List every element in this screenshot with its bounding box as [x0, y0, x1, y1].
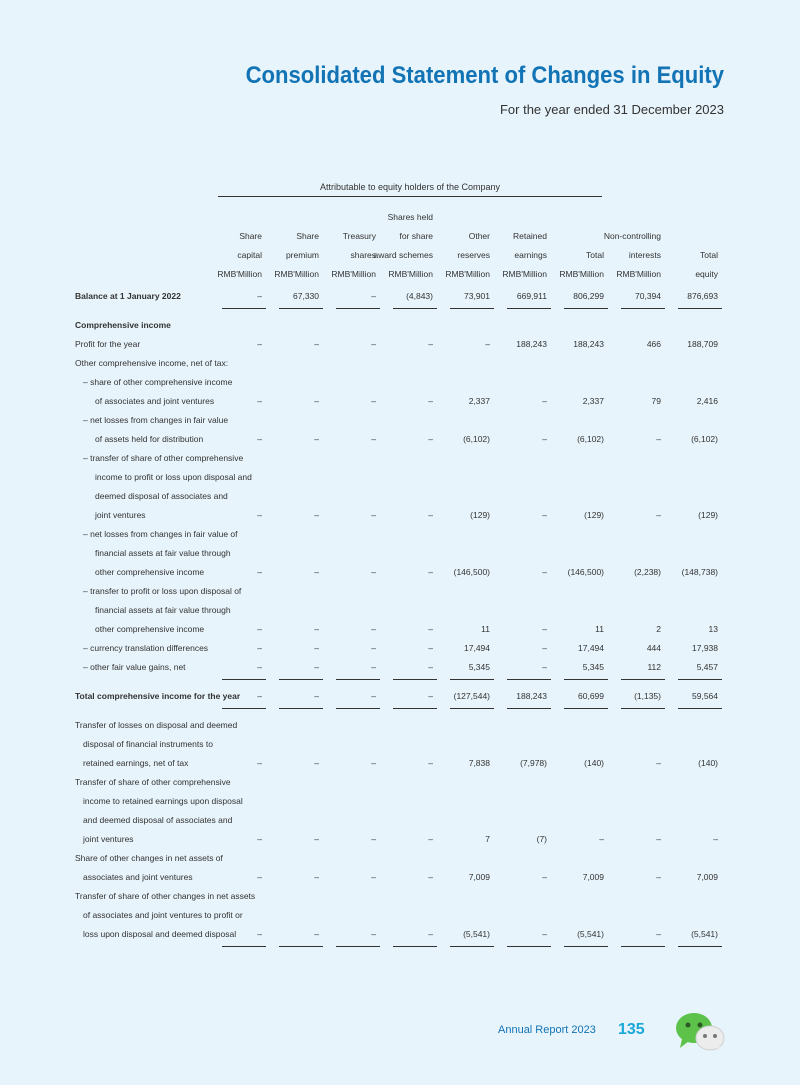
wechat-logo-icon	[672, 1010, 726, 1054]
cell-shares-held-award: –	[428, 396, 433, 406]
cell-retained-earnings: (7,978)	[520, 758, 547, 768]
table-row	[0, 411, 800, 430]
cell-treasury-shares: –	[371, 872, 376, 882]
cell-treasury-shares: –	[324, 929, 376, 939]
cell-retained-earnings: –	[542, 643, 547, 653]
table-row	[0, 287, 800, 306]
cell-retained-earnings: 669,911	[495, 291, 547, 301]
column-header-line	[259, 208, 319, 227]
column-header-line: reserves	[457, 250, 490, 260]
cell-total-equity: 17,938	[692, 643, 718, 653]
cell-share-premium: –	[267, 662, 319, 672]
row-label: retained earnings, net of tax	[83, 758, 189, 768]
row-label: joint ventures	[95, 510, 146, 520]
cell-other-reserves: 5,345	[438, 662, 490, 672]
cell-share-capital: –	[257, 758, 262, 768]
table-row	[0, 487, 800, 506]
cell-share-premium: –	[314, 643, 319, 653]
cell-total: (140)	[584, 758, 604, 768]
row-label: loss upon disposal and deemed disposal	[83, 929, 237, 939]
table-row	[0, 316, 800, 335]
table-row	[0, 506, 800, 525]
cell-shares-held-award: –	[381, 662, 433, 672]
table-row	[0, 335, 800, 354]
column-header-line	[487, 208, 547, 227]
cell-share-capital: –	[257, 624, 262, 634]
row-spacer	[0, 706, 800, 716]
cell-treasury-shares: –	[371, 396, 376, 406]
cell-total: 60,699	[552, 691, 604, 701]
cell-non-controlling-interests: (2,238)	[634, 567, 661, 577]
cell-share-premium: –	[267, 929, 319, 939]
cell-shares-held-award: –	[428, 872, 433, 882]
cell-share-capital: –	[257, 434, 262, 444]
cell-retained-earnings: –	[542, 624, 547, 634]
cell-retained-earnings: –	[495, 929, 547, 939]
cell-share-capital: –	[257, 567, 262, 577]
cell-other-reserves: (127,544)	[438, 691, 490, 701]
cell-share-capital: –	[257, 643, 262, 653]
row-label: Transfer of share of other comprehensive	[75, 777, 231, 787]
cell-shares-held-award: –	[428, 510, 433, 520]
row-label: associates and joint ventures	[83, 872, 193, 882]
cell-total: 17,494	[578, 643, 604, 653]
cell-shares-held-award: –	[428, 643, 433, 653]
cell-other-reserves: 7,009	[468, 872, 490, 882]
cell-other-reserves: (6,102)	[463, 434, 490, 444]
cell-share-premium: –	[314, 434, 319, 444]
cell-retained-earnings: –	[542, 872, 547, 882]
cell-other-reserves: (129)	[470, 510, 490, 520]
cell-treasury-shares: –	[371, 510, 376, 520]
row-label: – other fair value gains, net	[83, 662, 186, 672]
group-header-divider	[218, 196, 602, 197]
table-row	[0, 392, 800, 411]
row-label: income to retained earnings upon disposal	[83, 796, 243, 806]
cell-total-equity: (129)	[698, 510, 718, 520]
column-header-share-capital	[202, 208, 262, 284]
table-row	[0, 582, 800, 601]
row-label: other comprehensive income	[95, 624, 205, 634]
cell-non-controlling-interests: 112	[609, 662, 661, 672]
column-header-line: for share	[399, 231, 433, 241]
table-row	[0, 525, 800, 544]
table-row	[0, 658, 800, 677]
cell-retained-earnings: –	[542, 567, 547, 577]
cell-treasury-shares: –	[324, 691, 376, 701]
cell-retained-earnings: –	[495, 662, 547, 672]
cell-treasury-shares: –	[371, 567, 376, 577]
page-title: Consolidated Statement of Changes in Equity	[245, 62, 724, 89]
cell-non-controlling-interests: –	[656, 510, 661, 520]
cell-share-premium: –	[314, 872, 319, 882]
cell-treasury-shares: –	[371, 624, 376, 634]
cell-total-equity: 7,009	[696, 872, 718, 882]
cell-treasury-shares: –	[324, 291, 376, 301]
cell-share-premium: –	[314, 834, 319, 844]
row-label: Transfer of losses on disposal and deemed	[75, 720, 238, 730]
cell-treasury-shares: –	[371, 339, 376, 349]
cell-total-equity: 188,709	[687, 339, 718, 349]
cell-other-reserves: 7,838	[468, 758, 490, 768]
table-row	[0, 887, 800, 906]
column-header-non-controlling-interests	[601, 208, 661, 284]
cell-non-controlling-interests: –	[656, 758, 661, 768]
cell-total-equity: –	[713, 834, 718, 844]
cell-total: –	[599, 834, 604, 844]
cell-share-premium: –	[314, 567, 319, 577]
cell-total: 188,243	[573, 339, 604, 349]
cell-total: (129)	[584, 510, 604, 520]
cell-other-reserves: 73,901	[438, 291, 490, 301]
cell-total: (5,541)	[552, 929, 604, 939]
column-header-line: Other	[468, 231, 490, 241]
cell-treasury-shares: –	[324, 662, 376, 672]
column-header-line	[544, 227, 604, 246]
report-name: Annual Report 2023	[498, 1024, 596, 1036]
row-label: of assets held for distribution	[95, 434, 204, 444]
cell-share-capital: –	[210, 929, 262, 939]
column-header-line: RMB'Million	[616, 269, 661, 279]
cell-shares-held-award: (4,843)	[381, 291, 433, 301]
page-number: 135	[618, 1021, 645, 1038]
column-header-line: shares	[350, 250, 376, 260]
row-label: Profit for the year	[75, 339, 141, 349]
column-header-line: RMB'Million	[445, 269, 490, 279]
cell-other-reserves: (146,500)	[453, 567, 490, 577]
row-label: of associates and joint ventures	[95, 396, 215, 406]
row-label: – transfer of share of other comprehensive	[83, 453, 244, 463]
row-label: Balance at 1 January 2022	[75, 291, 181, 301]
column-header-treasury-shares	[316, 208, 376, 284]
column-header-total-equity	[658, 208, 718, 284]
column-header-line: Non-controlling	[603, 231, 661, 241]
cell-shares-held-award: –	[428, 567, 433, 577]
cell-shares-held-award: –	[428, 434, 433, 444]
column-header-line: Share	[296, 231, 319, 241]
table-row	[0, 754, 800, 773]
cell-non-controlling-interests: 70,394	[609, 291, 661, 301]
cell-shares-held-award: –	[428, 834, 433, 844]
cell-non-controlling-interests: 444	[646, 643, 661, 653]
column-header-other-reserves	[430, 208, 490, 284]
cell-share-capital: –	[257, 872, 262, 882]
cell-share-capital: –	[257, 834, 262, 844]
cell-other-reserves: 2,337	[468, 396, 490, 406]
row-label: financial assets at fair value through	[95, 548, 231, 558]
column-header-line	[316, 208, 376, 227]
table-row	[0, 792, 800, 811]
equity-table-body	[0, 287, 800, 944]
cell-treasury-shares: –	[371, 643, 376, 653]
row-label: – net losses from changes in fair value of	[83, 529, 238, 539]
column-header-line: Shares held	[387, 212, 433, 222]
column-header-line: Treasury	[342, 231, 376, 241]
row-label: and deemed disposal of associates and	[83, 815, 233, 825]
row-label: – currency translation differences	[83, 643, 209, 653]
table-row	[0, 430, 800, 449]
cell-total-equity: 13	[708, 624, 718, 634]
column-header-line: RMB'Million	[502, 269, 547, 279]
row-label: disposal of financial instruments to	[83, 739, 213, 749]
row-label: Comprehensive income	[75, 320, 171, 330]
row-label: – share of other comprehensive income	[83, 377, 233, 387]
cell-share-premium: –	[314, 758, 319, 768]
cell-treasury-shares: –	[371, 434, 376, 444]
column-header-line	[658, 227, 718, 246]
row-label: other comprehensive income	[95, 567, 205, 577]
table-row	[0, 830, 800, 849]
cell-shares-held-award: –	[381, 691, 433, 701]
cell-total: 5,345	[552, 662, 604, 672]
cell-other-reserves: 11	[481, 624, 490, 634]
cell-total-equity: (140)	[698, 758, 718, 768]
column-header-line: award schemes	[373, 250, 433, 260]
table-row	[0, 925, 800, 944]
cell-shares-held-award: –	[381, 929, 433, 939]
row-label: Total comprehensive income for the year	[75, 691, 241, 701]
column-header-line: earnings	[514, 250, 547, 260]
cell-retained-earnings: 188,243	[516, 339, 547, 349]
cell-share-capital: –	[210, 291, 262, 301]
row-label: Share of other changes in net assets of	[75, 853, 223, 863]
row-label: deemed disposal of associates and	[95, 491, 228, 501]
column-header-line: equity	[695, 269, 718, 279]
column-header-total	[544, 208, 604, 284]
cell-share-premium: –	[267, 691, 319, 701]
column-header-line: interests	[628, 250, 661, 260]
column-header-line: RMB'Million	[274, 269, 319, 279]
cell-treasury-shares: –	[371, 834, 376, 844]
table-row	[0, 849, 800, 868]
cell-total: 2,337	[582, 396, 604, 406]
table-row	[0, 468, 800, 487]
cell-non-controlling-interests: –	[656, 872, 661, 882]
column-header-line	[202, 208, 262, 227]
table-row	[0, 544, 800, 563]
row-label: joint ventures	[83, 834, 134, 844]
cell-retained-earnings: –	[542, 434, 547, 444]
table-row	[0, 906, 800, 925]
column-header-share-premium	[259, 208, 319, 284]
cell-share-capital: –	[257, 510, 262, 520]
cell-shares-held-award: –	[428, 758, 433, 768]
cell-shares-held-award: –	[428, 339, 433, 349]
cell-shares-held-award: –	[428, 624, 433, 634]
column-header-line	[601, 208, 661, 227]
cell-non-controlling-interests: 79	[651, 396, 661, 406]
cell-share-premium: –	[314, 624, 319, 634]
cell-share-premium: –	[314, 510, 319, 520]
table-row	[0, 601, 800, 620]
cell-share-premium: –	[314, 339, 319, 349]
table-row	[0, 373, 800, 392]
cell-share-capital: –	[257, 339, 262, 349]
table-row	[0, 687, 800, 706]
cell-total-equity: (5,541)	[666, 929, 718, 939]
cell-total-equity: 876,693	[666, 291, 718, 301]
cell-retained-earnings: (7)	[536, 834, 547, 844]
cell-share-capital: –	[210, 691, 262, 701]
column-header-line: Total	[586, 250, 604, 260]
column-header-line: RMB'Million	[388, 269, 433, 279]
table-row	[0, 868, 800, 887]
column-header-retained-earnings	[487, 208, 547, 284]
column-header-line	[430, 208, 490, 227]
cell-total: (6,102)	[577, 434, 604, 444]
cell-retained-earnings: 188,243	[495, 691, 547, 701]
column-header-line	[658, 208, 718, 227]
row-label: Other comprehensive income, net of tax:	[75, 358, 229, 368]
cell-other-reserves: 7	[485, 834, 490, 844]
cell-share-premium: –	[314, 396, 319, 406]
cell-share-capital: –	[210, 662, 262, 672]
cell-non-controlling-interests: –	[656, 834, 661, 844]
cell-total: 7,009	[582, 872, 604, 882]
cell-retained-earnings: –	[542, 510, 547, 520]
cell-non-controlling-interests: –	[609, 929, 661, 939]
table-row	[0, 735, 800, 754]
page-subtitle: For the year ended 31 December 2023	[499, 102, 724, 117]
table-row	[0, 354, 800, 373]
row-label: income to profit or loss upon disposal and	[95, 472, 252, 482]
column-header-line: Share	[239, 231, 262, 241]
column-header-shares-held-award	[373, 208, 433, 284]
cell-total: 806,299	[552, 291, 604, 301]
cell-retained-earnings: –	[542, 396, 547, 406]
table-row	[0, 563, 800, 582]
cell-total: (146,500)	[567, 567, 604, 577]
table-row	[0, 620, 800, 639]
cell-non-controlling-interests: 466	[646, 339, 661, 349]
cell-non-controlling-interests: (1,135)	[609, 691, 661, 701]
cell-total-equity: 2,416	[696, 396, 718, 406]
row-label: financial assets at fair value through	[95, 605, 231, 615]
table-row	[0, 639, 800, 658]
table-row	[0, 449, 800, 468]
cell-total-equity: 5,457	[666, 662, 718, 672]
cell-treasury-shares: –	[371, 758, 376, 768]
cell-total-equity: (148,738)	[681, 567, 718, 577]
column-header-line: premium	[285, 250, 319, 260]
row-spacer	[0, 677, 800, 687]
table-row	[0, 811, 800, 830]
column-header-line: capital	[237, 250, 262, 260]
cell-share-premium: 67,330	[267, 291, 319, 301]
cell-other-reserves: –	[485, 339, 490, 349]
row-label: – transfer to profit or loss upon disposal of	[83, 586, 242, 596]
table-row	[0, 773, 800, 792]
column-header-line: RMB'Million	[559, 269, 604, 279]
row-label: – net losses from changes in fair value	[83, 415, 229, 425]
cell-other-reserves: 17,494	[464, 643, 490, 653]
table-group-header: Attributable to equity holders of the Company	[319, 182, 501, 192]
column-header-line: RMB'Million	[331, 269, 376, 279]
column-header-line: RMB'Million	[217, 269, 262, 279]
column-header-line	[544, 208, 604, 227]
cell-total: 11	[595, 624, 604, 634]
cell-other-reserves: (5,541)	[438, 929, 490, 939]
table-row	[0, 716, 800, 735]
cell-non-controlling-interests: –	[656, 434, 661, 444]
cell-non-controlling-interests: 2	[656, 624, 661, 634]
row-label: of associates and joint ventures to profit or	[83, 910, 243, 920]
cell-total-equity: (6,102)	[691, 434, 718, 444]
row-spacer	[0, 306, 800, 316]
column-header-line: Retained	[512, 231, 547, 241]
row-label: Transfer of share of other changes in net assets	[75, 891, 256, 901]
cell-total-equity: 59,564	[666, 691, 718, 701]
cell-share-capital: –	[257, 396, 262, 406]
column-header-line: Total	[700, 250, 718, 260]
